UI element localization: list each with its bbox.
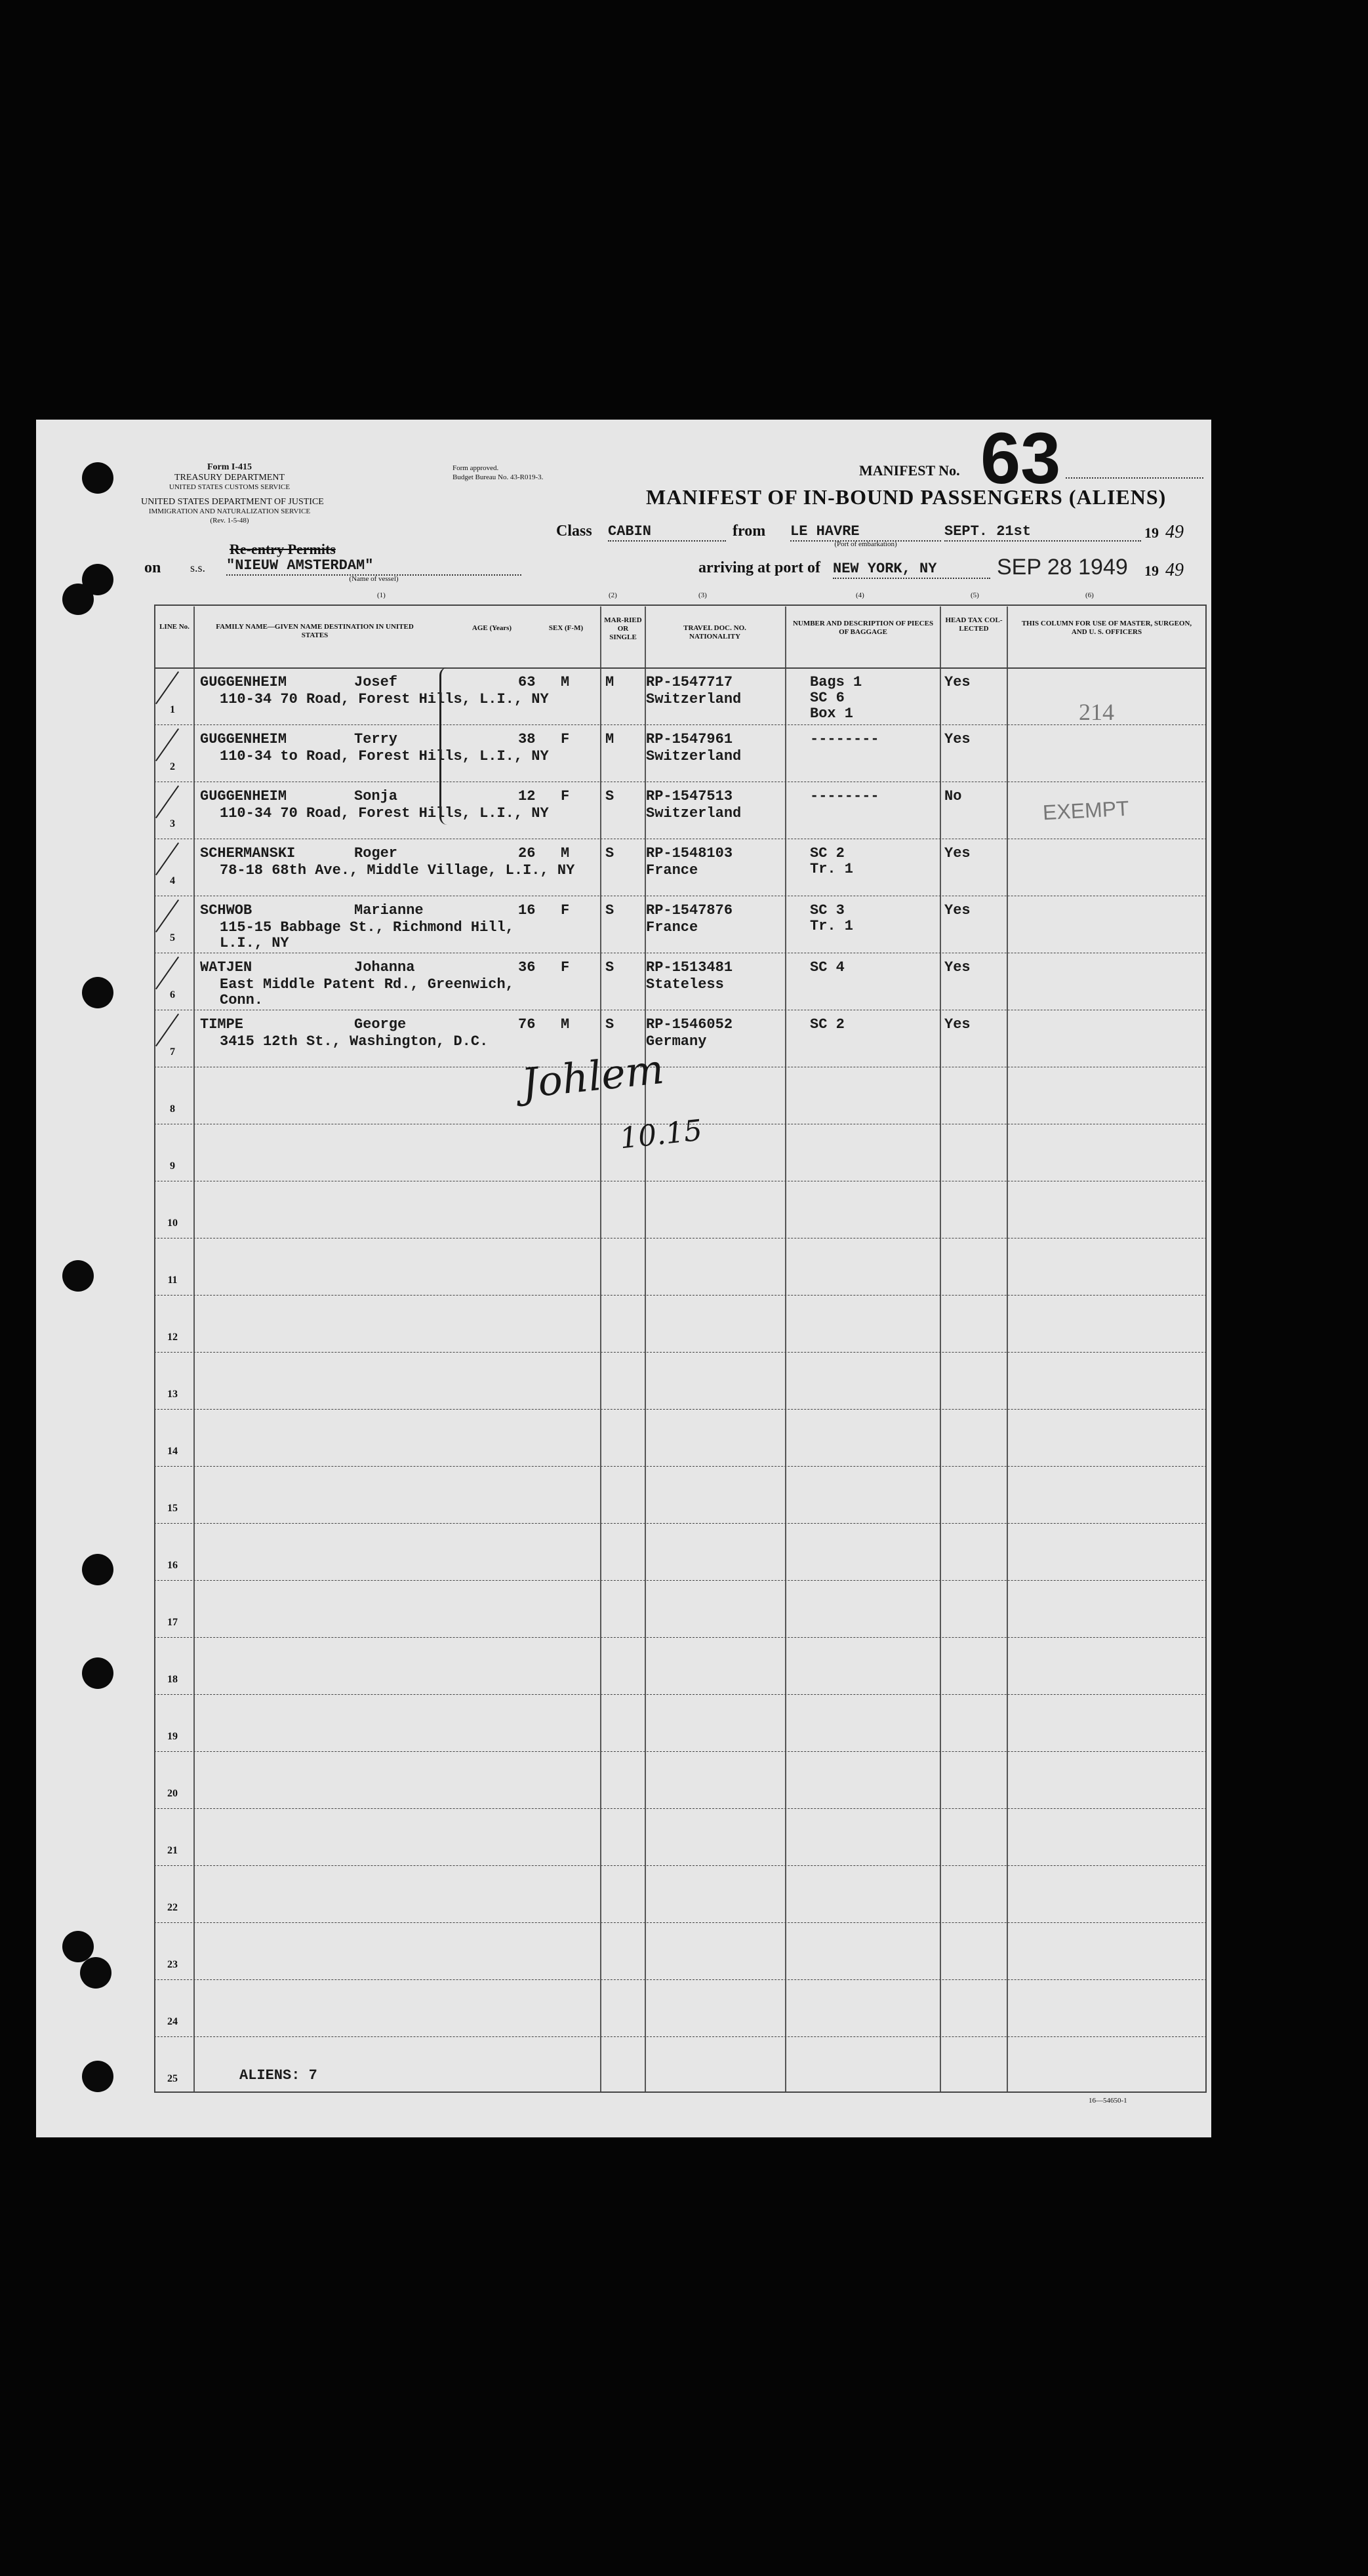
header-sex: SEX (F-M): [548, 624, 584, 632]
line-number: 18: [167, 1674, 178, 1685]
head-tax: Yes: [944, 674, 971, 690]
destination-address: 115-15 Babbage St., Richmond Hill,: [220, 919, 514, 936]
binder-hole: [62, 584, 94, 615]
form-approved: Form approved.: [453, 464, 499, 472]
binder-hole: [82, 2061, 113, 2092]
marital-status: S: [605, 1016, 614, 1033]
family-name: TIMPE: [200, 1016, 244, 1033]
port-embark-caption: (Port of embarkation): [834, 540, 897, 548]
family-name: GUGGENHEIM: [200, 731, 287, 747]
line-number: 9: [170, 1160, 175, 1172]
baggage-item: Box 1: [810, 705, 854, 722]
header-name: FAMILY NAME—GIVEN NAME DESTINATION IN UNITED STATES: [216, 623, 414, 639]
col-divider: [645, 606, 646, 2091]
class-value: CABIN: [608, 523, 726, 542]
line-number: 23: [167, 1959, 178, 1970]
travel-doc-number: RP-1547876: [646, 902, 733, 919]
header-age: AGE (Years): [472, 624, 512, 632]
baggage-item: SC 2: [810, 845, 845, 862]
destination-address-cont: Conn.: [220, 992, 264, 1008]
nationality: Stateless: [646, 976, 724, 993]
header-baggage: NUMBER AND DESCRIPTION OF PIECES OF BAGGAGE: [792, 620, 934, 636]
head-tax: Yes: [944, 731, 971, 747]
given-name: Terry: [354, 731, 398, 747]
col-divider: [940, 606, 941, 2091]
sex: M: [561, 1016, 570, 1033]
nationality: France: [646, 919, 698, 936]
col-number-2: (2): [609, 591, 617, 599]
line-number: 15: [167, 1503, 178, 1514]
binder-hole: [82, 977, 113, 1008]
destination-address-cont: L.I., NY: [220, 935, 289, 951]
family-name: GUGGENHEIM: [200, 674, 287, 690]
col-number-3: (3): [698, 591, 707, 599]
row-rule: [154, 724, 1207, 725]
dept-of-justice: UNITED STATES DEPARTMENT OF JUSTICE: [141, 497, 324, 507]
col-number-5: (5): [971, 591, 979, 599]
baggage-item: --------: [810, 788, 879, 804]
destination-address: 110-34 70 Road, Forest Hills, L.I., NY: [220, 691, 549, 707]
binder-hole: [80, 1957, 111, 1989]
destination-address: East Middle Patent Rd., Greenwich,: [220, 976, 514, 993]
manifest-number-label: MANIFEST No.: [859, 462, 960, 479]
given-name: Josef: [354, 674, 398, 690]
aliens-total: ALIENS: 7: [239, 2067, 317, 2084]
baggage-item: --------: [810, 731, 879, 747]
budget-bureau: Budget Bureau No. 43-R019-3.: [453, 473, 544, 481]
family-name: GUGGENHEIM: [200, 788, 287, 804]
manifest-table: [154, 604, 1207, 2093]
header-rule: [154, 667, 1207, 669]
class-label: Class: [556, 523, 592, 540]
line-number: 17: [167, 1617, 178, 1628]
baggage-item: Tr. 1: [810, 861, 854, 877]
col-number-6: (6): [1085, 591, 1094, 599]
row-rule: [154, 1580, 1207, 1581]
family-name: SCHERMANSKI: [200, 845, 296, 862]
arriving-label: arriving at port of: [698, 559, 820, 576]
travel-doc-number: RP-1546052: [646, 1016, 733, 1033]
baggage-item: SC 6: [810, 690, 845, 706]
row-rule: [154, 1352, 1207, 1353]
port-embarkation: LE HAVRE: [790, 523, 941, 542]
row-rule: [154, 1808, 1207, 1809]
age: 16: [518, 902, 536, 919]
col-divider: [600, 606, 601, 2091]
row-rule: [154, 1409, 1207, 1410]
officer-number: 214: [1079, 699, 1114, 725]
line-number: 10: [167, 1218, 178, 1229]
age: 38: [518, 731, 536, 747]
given-name: Marianne: [354, 902, 424, 919]
header-line-no: LINE No.: [159, 623, 190, 631]
line-number: 4: [170, 875, 175, 886]
treasury-dept: TREASURY DEPARTMENT: [174, 473, 285, 483]
reentry-permits: Re-entry Permits: [230, 541, 336, 557]
row-rule: [154, 1751, 1207, 1752]
line-number: 20: [167, 1788, 178, 1799]
col-number-4: (4): [856, 591, 864, 599]
row-rule: [154, 1295, 1207, 1296]
travel-doc-number: RP-1547717: [646, 674, 733, 690]
header-travel-doc: TRAVEL DOC. NO. NATIONALITY: [683, 624, 746, 641]
marital-status: S: [605, 902, 614, 919]
travel-doc-number: RP-1547961: [646, 731, 733, 747]
depart-date: SEPT. 21st: [944, 523, 1141, 542]
age: 76: [518, 1016, 536, 1033]
marital-status: M: [605, 731, 614, 747]
on-label: on: [144, 559, 161, 576]
baggage-item: SC 3: [810, 902, 845, 919]
header-married: MAR-RIED OR SINGLE: [604, 616, 642, 641]
line-number: 2: [170, 761, 175, 772]
arrival-year-value: 49: [1165, 560, 1184, 580]
year-label: 19: [1144, 525, 1159, 541]
travel-doc-number: RP-1547513: [646, 788, 733, 804]
head-tax: Yes: [944, 845, 971, 862]
year-value: 49: [1165, 522, 1184, 542]
baggage-item: SC 2: [810, 1016, 845, 1033]
line-number: 7: [170, 1046, 175, 1058]
head-tax: Yes: [944, 902, 971, 919]
line-number: 1: [170, 704, 175, 715]
line-number: 6: [170, 989, 175, 1001]
row-rule: [154, 1865, 1207, 1866]
col-divider: [193, 606, 195, 2091]
row-rule: [154, 1523, 1207, 1524]
destination-address: 3415 12th St., Washington, D.C.: [220, 1033, 489, 1050]
line-number: 12: [167, 1332, 178, 1343]
manifest-number-rule: [1066, 477, 1203, 479]
binder-hole: [62, 1260, 94, 1292]
head-tax: Yes: [944, 1016, 971, 1033]
sex: F: [561, 731, 570, 747]
sex: F: [561, 788, 570, 804]
nationality: France: [646, 862, 698, 879]
col-divider: [1007, 606, 1008, 2091]
row-rule: [154, 1922, 1207, 1923]
line-number: 21: [167, 1845, 178, 1856]
line-number: 19: [167, 1731, 178, 1742]
header-officers: THIS COLUMN FOR USE OF MASTER, SURGEON, AND U. S. OFFICERS: [1021, 620, 1192, 636]
nationality: Switzerland: [646, 691, 742, 707]
binder-hole: [82, 1554, 113, 1585]
arrival-date-stamp: SEP 28 1949: [997, 555, 1128, 580]
travel-doc-number: RP-1548103: [646, 845, 733, 862]
marital-status: S: [605, 959, 614, 976]
destination-address: 110-34 70 Road, Forest Hills, L.I., NY: [220, 805, 549, 822]
given-name: Sonja: [354, 788, 398, 804]
nationality: Switzerland: [646, 805, 742, 822]
sex: M: [561, 674, 570, 690]
line-number: 3: [170, 818, 175, 829]
row-rule: [154, 1694, 1207, 1695]
header-head-tax: HEAD TAX COL-LECTED: [945, 616, 1003, 633]
arrival-port: NEW YORK, NY: [833, 561, 990, 579]
line-number: 22: [167, 1902, 178, 1913]
line-number: 13: [167, 1389, 178, 1400]
family-bracket: [439, 667, 453, 825]
row-rule: [154, 2036, 1207, 2037]
row-rule: [154, 1979, 1207, 1980]
sex: F: [561, 959, 570, 976]
handwritten-time: 10.15: [618, 1113, 704, 1156]
form-number: Form I-415: [207, 462, 252, 472]
binder-hole: [82, 462, 113, 494]
line-number: 5: [170, 932, 175, 943]
given-name: Johanna: [354, 959, 415, 976]
marital-status: S: [605, 845, 614, 862]
col-number-1: (1): [377, 591, 386, 599]
manifest-sheet: [36, 420, 1211, 2137]
head-tax: No: [944, 788, 962, 804]
line-number: 14: [167, 1446, 178, 1457]
age: 36: [518, 959, 536, 976]
line-number: 24: [167, 2016, 178, 2027]
line-number: 25: [167, 2073, 178, 2084]
arrival-year-label: 19: [1144, 563, 1159, 579]
binder-hole: [62, 1931, 94, 1962]
age: 63: [518, 674, 536, 690]
handwritten-signature: Johlem: [519, 1044, 666, 1108]
head-tax: Yes: [944, 959, 971, 976]
binder-hole: [82, 1657, 113, 1689]
given-name: George: [354, 1016, 407, 1033]
baggage-item: Tr. 1: [810, 918, 854, 934]
exempt-stamp: EXEMPT: [1042, 796, 1130, 825]
revision-label: (Rev. 1-5-48): [210, 517, 249, 525]
from-label: from: [733, 523, 766, 540]
marital-status: M: [605, 674, 614, 690]
age: 26: [518, 845, 536, 862]
age: 12: [518, 788, 536, 804]
manifest-title: MANIFEST OF IN-BOUND PASSENGERS (ALIENS): [646, 485, 1167, 509]
row-rule: [154, 1466, 1207, 1467]
marital-status: S: [605, 788, 614, 804]
ins-label: IMMIGRATION AND NATURALIZATION SERVICE: [148, 507, 311, 515]
baggage-item: SC 4: [810, 959, 845, 976]
line-number: 16: [167, 1560, 178, 1571]
ss-label: s.s.: [190, 561, 206, 574]
line-number: 8: [170, 1103, 175, 1115]
family-name: SCHWOB: [200, 902, 252, 919]
row-rule: [154, 1637, 1207, 1638]
line-number: 11: [167, 1275, 178, 1286]
given-name: Roger: [354, 845, 398, 862]
nationality: Germany: [646, 1033, 707, 1050]
footer-code: 16—54650-1: [1089, 2097, 1127, 2105]
destination-address: 110-34 to Road, Forest Hills, L.I., NY: [220, 748, 549, 764]
vessel-name: "NIEUW AMSTERDAM": [226, 557, 521, 576]
vessel-caption: (Name of vessel): [349, 575, 399, 583]
sex: F: [561, 902, 570, 919]
travel-doc-number: RP-1513481: [646, 959, 733, 976]
col-divider: [785, 606, 786, 2091]
manifest-number: 63: [980, 418, 1061, 499]
destination-address: 78-18 68th Ave., Middle Village, L.I., NY: [220, 862, 575, 879]
nationality: Switzerland: [646, 748, 742, 764]
customs-service: UNITED STATES CUSTOMS SERVICE: [169, 483, 291, 491]
sex: M: [561, 845, 570, 862]
family-name: WATJEN: [200, 959, 252, 976]
baggage-item: Bags 1: [810, 674, 862, 690]
